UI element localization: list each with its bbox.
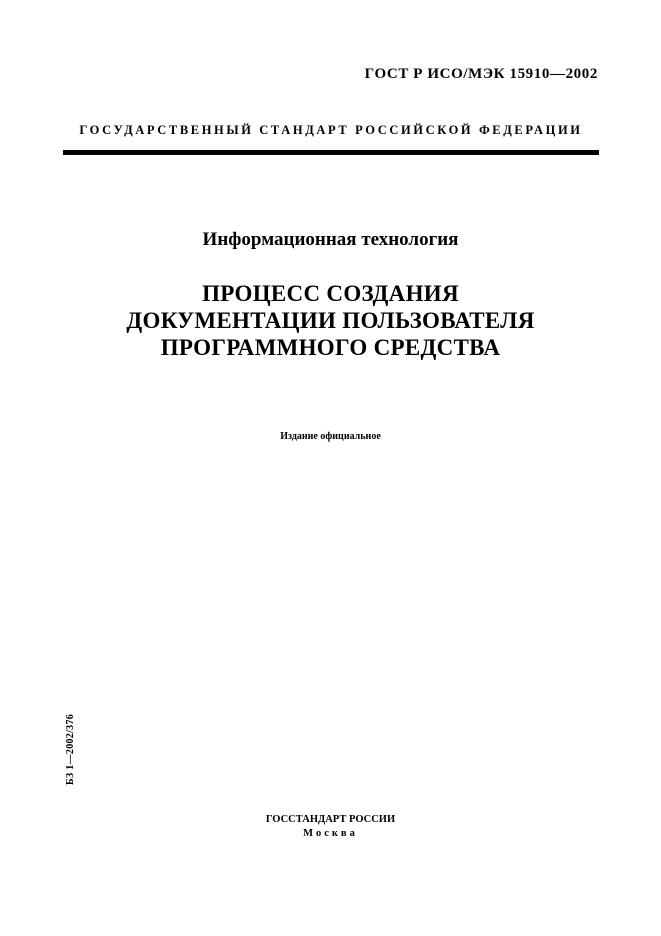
publisher-name: ГОССТАНДАРТ РОССИИ	[265, 814, 396, 825]
document-subject: Информационная технология	[202, 229, 459, 250]
title-line-2: ДОКУМЕНТАЦИИ ПОЛЬЗОВАТЕЛЯ	[126, 308, 535, 333]
side-catalog-code: БЗ 1—2002/376	[65, 713, 76, 785]
title-line-3: ПРОГРАММНОГО СРЕДСТВА	[160, 335, 501, 360]
edition-note: Издание официальное	[280, 431, 381, 442]
header-divider	[63, 150, 599, 155]
publisher-city: Москва	[303, 828, 358, 839]
standard-number: ГОСТ Р ИСО/МЭК 15910—2002	[364, 66, 598, 82]
publisher-block	[0, 813, 661, 841]
title-line-1: ПРОЦЕСС СОЗДАНИЯ	[202, 281, 459, 306]
state-standard-heading: ГОСУДАРСТВЕННЫЙ СТАНДАРТ РОССИЙСКОЙ ФЕДЕРАЦИИ	[79, 123, 583, 137]
document-title	[0, 280, 661, 361]
